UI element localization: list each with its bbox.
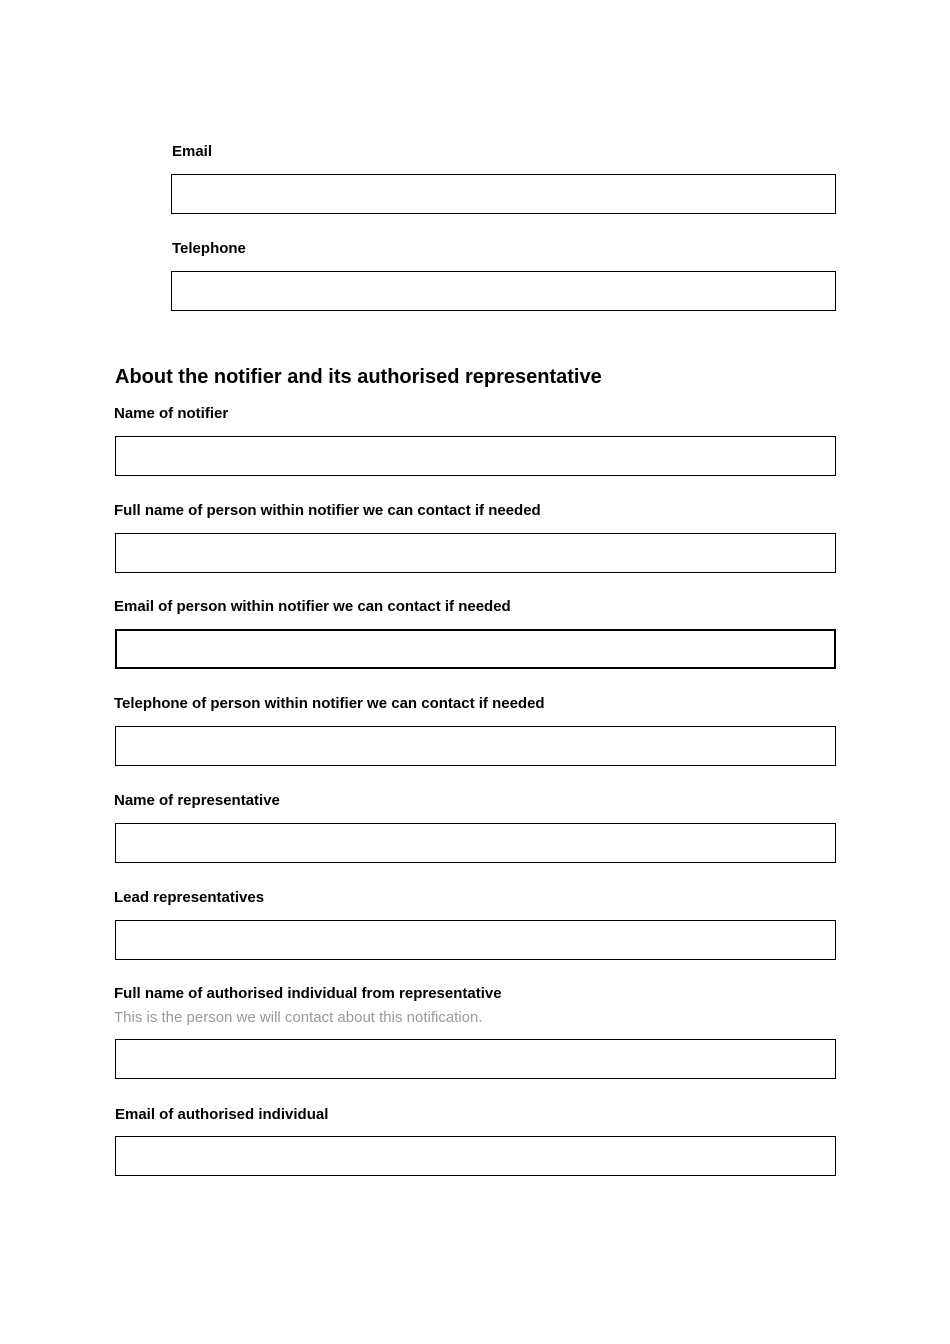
telephone-field[interactable] <box>171 271 836 311</box>
contact-person-telephone-field[interactable] <box>115 726 836 766</box>
notifier-name-field[interactable] <box>115 436 836 476</box>
email-field[interactable] <box>171 174 836 214</box>
lead-representatives-label: Lead representatives <box>114 889 265 906</box>
authorised-individual-hint: This is the person we will contact about this notification. <box>114 1009 483 1026</box>
email-label: Email <box>172 143 213 160</box>
representative-name-field[interactable] <box>115 823 836 863</box>
contact-person-email-label: Email of person within notifier we can contact if needed <box>114 598 511 615</box>
authorised-individual-email-field[interactable] <box>115 1136 836 1176</box>
telephone-label: Telephone <box>172 240 246 257</box>
authorised-individual-email-label: Email of authorised individual <box>115 1106 329 1123</box>
contact-person-telephone-label: Telephone of person within notifier we can contact if needed <box>114 695 545 712</box>
authorised-individual-name-field[interactable] <box>115 1039 836 1079</box>
section-heading: About the notifier and its authorised representative <box>115 366 602 388</box>
contact-person-email-field[interactable] <box>115 629 836 669</box>
lead-representatives-field[interactable] <box>115 920 836 960</box>
authorised-individual-name-label: Full name of authorised individual from representative <box>114 985 502 1002</box>
contact-person-name-field[interactable] <box>115 533 836 573</box>
representative-name-label: Name of representative <box>114 792 280 809</box>
notifier-name-label: Name of notifier <box>114 405 229 422</box>
contact-person-name-label: Full name of person within notifier we can contact if needed <box>114 502 541 519</box>
